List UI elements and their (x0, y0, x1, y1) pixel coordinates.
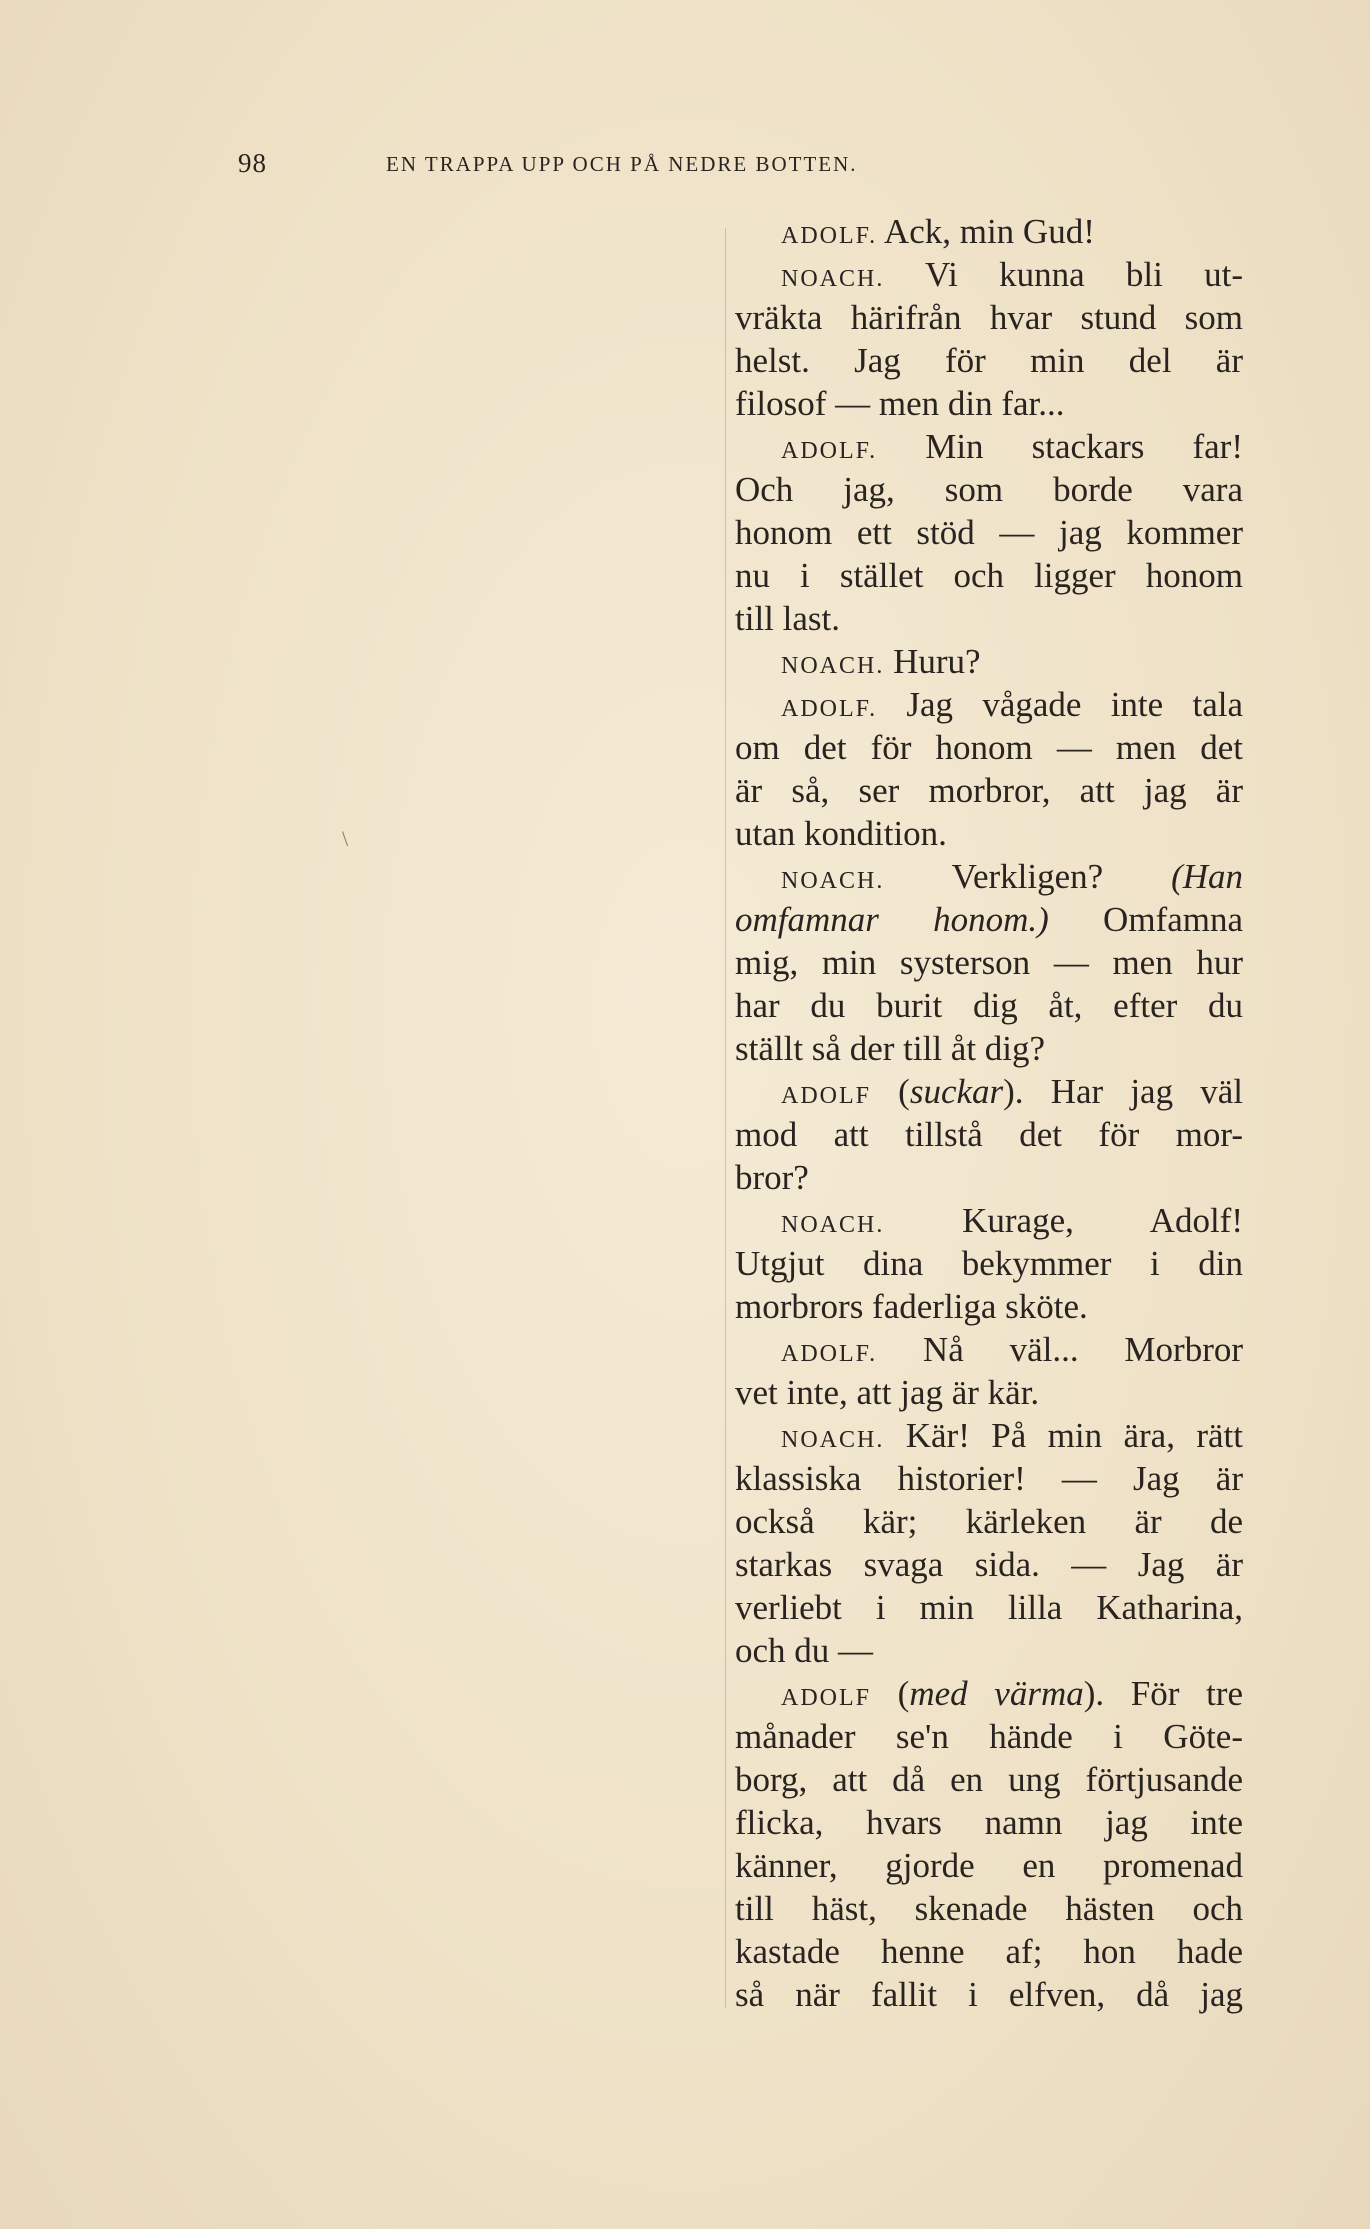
page-header (238, 148, 1138, 188)
dialogue-text: verliebt i min lilla Katharina, (735, 1588, 1243, 1627)
text-line (735, 468, 1243, 511)
dialogue-text: Huru? (884, 642, 981, 681)
running-title: EN TRAPPA UPP OCH PÅ NEDRE BOTTEN. (386, 152, 858, 176)
dialogue-text: honom ett stöd — jag kommer (735, 513, 1243, 552)
text-line (735, 1285, 1243, 1328)
text-line (735, 253, 1243, 296)
dialogue-text: Min stackars far! (877, 427, 1243, 466)
text-line (735, 1414, 1243, 1457)
dialogue-text: nu i stället och ligger honom (735, 556, 1243, 595)
dialogue-text: till häst, skenade hästen och (735, 1889, 1243, 1928)
dialogue-text: bror? (735, 1158, 809, 1197)
dialogue-text: mig, min systerson — men hur (735, 943, 1243, 982)
speaker-name: NOACH. (781, 653, 885, 679)
text-line (735, 898, 1243, 941)
text-line (735, 296, 1243, 339)
text-line (735, 1586, 1243, 1629)
dialogue-text: så när fallit i elfven, då jag (735, 1975, 1243, 2014)
dialogue-text: månader se'n hände i Göte- (735, 1717, 1243, 1756)
dialogue-text: filosof — men din far... (735, 384, 1065, 423)
speaker-name: NOACH. (781, 266, 885, 292)
text-line (735, 941, 1243, 984)
dialogue-text: borg, att då en ung förtjusande (735, 1760, 1243, 1799)
stage-direction: suckar (909, 1072, 1004, 1111)
speaker-name: ADOLF. (781, 438, 878, 464)
dialogue-text: ( (871, 1674, 910, 1713)
dialogue-text: ( (871, 1072, 910, 1111)
dialogue-text: Verkligen? (884, 857, 1172, 896)
dialogue-text: Nå väl... Morbror (877, 1330, 1243, 1369)
text-line (735, 1113, 1243, 1156)
text-line (735, 1973, 1243, 2016)
dialogue-text: Jag vågade inte tala (877, 685, 1243, 724)
dialogue-text: ). För tre (1083, 1674, 1243, 1713)
dialogue-text: starkas svaga sida. — Jag är (735, 1545, 1243, 1584)
speaker-name: NOACH. (781, 1212, 885, 1238)
dialogue-text: vet inte, att jag är kär. (735, 1373, 1040, 1412)
text-line (735, 597, 1243, 640)
dialogue-text: utan kondition. (735, 814, 947, 853)
text-line (735, 1027, 1243, 1070)
text-line (735, 683, 1243, 726)
dialogue-text: Kär! På min ära, rätt (884, 1416, 1243, 1455)
text-line (735, 1156, 1243, 1199)
stage-direction: med värma (909, 1674, 1084, 1713)
dialogue-text: helst. Jag för min del är (735, 341, 1243, 380)
text-line (735, 1328, 1243, 1371)
dialogue-text: Utgjut dina bekymmer i din (735, 1244, 1243, 1283)
text-line (735, 382, 1243, 425)
speaker-name: ADOLF (781, 1685, 872, 1711)
dialogue-text: ställt så der till åt dig? (735, 1029, 1046, 1068)
dialogue-text: till last. (735, 599, 840, 638)
speaker-name: NOACH. (781, 1427, 885, 1453)
text-line (735, 554, 1243, 597)
dialogue-text: är så, ser morbror, att jag är (735, 771, 1243, 810)
dialogue-text: och du — (735, 1631, 874, 1670)
text-line (735, 1801, 1243, 1844)
text-line (735, 425, 1243, 468)
text-line (735, 1844, 1243, 1887)
dialogue-text: känner, gjorde en promenad (735, 1846, 1243, 1885)
text-line (735, 1930, 1243, 1973)
dialogue-text: klassiska historier! — Jag är (735, 1459, 1243, 1498)
text-line (735, 812, 1243, 855)
text-line (735, 511, 1243, 554)
stage-direction: (Han (1171, 857, 1243, 896)
text-line (735, 1758, 1243, 1801)
stage-direction: omfamnar honom.) (735, 900, 1049, 939)
text-line (735, 769, 1243, 812)
text-line (735, 1500, 1243, 1543)
text-line (735, 1242, 1243, 1285)
speaker-name: ADOLF. (781, 696, 878, 722)
text-line (735, 1199, 1243, 1242)
text-line (735, 339, 1243, 382)
text-line (735, 1887, 1243, 1930)
text-line (735, 1371, 1243, 1414)
dialogue-text: kastade henne af; hon hade (735, 1932, 1243, 1971)
text-line (735, 210, 1243, 253)
dialogue-text: Kurage, Adolf! (884, 1201, 1243, 1240)
text-line (735, 640, 1243, 683)
dialogue-text: om det för honom — men det (735, 728, 1243, 767)
dialogue-text: Ack, min Gud! (877, 212, 1095, 251)
text-line (735, 1715, 1243, 1758)
text-line (735, 855, 1243, 898)
stray-mark: \ (342, 826, 349, 851)
dialogue-text: har du burit dig åt, efter du (735, 986, 1243, 1025)
dialogue-text: också kär; kärleken är de (735, 1502, 1243, 1541)
dialogue-text: vräkta härifrån hvar stund som (735, 298, 1243, 337)
text-line (735, 726, 1243, 769)
dialogue-text: Och jag, som borde vara (735, 470, 1243, 509)
text-line (735, 1672, 1243, 1715)
text-column (735, 210, 1243, 2030)
text-line (735, 1070, 1243, 1113)
text-line (735, 1629, 1243, 1672)
dialogue-text: morbrors faderliga sköte. (735, 1287, 1088, 1326)
column-rule (725, 228, 726, 2008)
speaker-name: ADOLF. (781, 223, 878, 249)
speaker-name: ADOLF. (781, 1341, 878, 1367)
text-line (735, 1543, 1243, 1586)
speaker-name: NOACH. (781, 868, 885, 894)
text-line (735, 984, 1243, 1027)
dialogue-text: Vi kunna bli ut- (884, 255, 1243, 294)
page-number: 98 (238, 148, 267, 178)
dialogue-text: flicka, hvars namn jag inte (735, 1803, 1243, 1842)
dialogue-text: mod att tillstå det för mor- (735, 1115, 1243, 1154)
dialogue-text: ). Har jag väl (1003, 1072, 1243, 1111)
speaker-name: ADOLF (781, 1083, 872, 1109)
text-line (735, 1457, 1243, 1500)
dialogue-text: Omfamna (1048, 900, 1243, 939)
